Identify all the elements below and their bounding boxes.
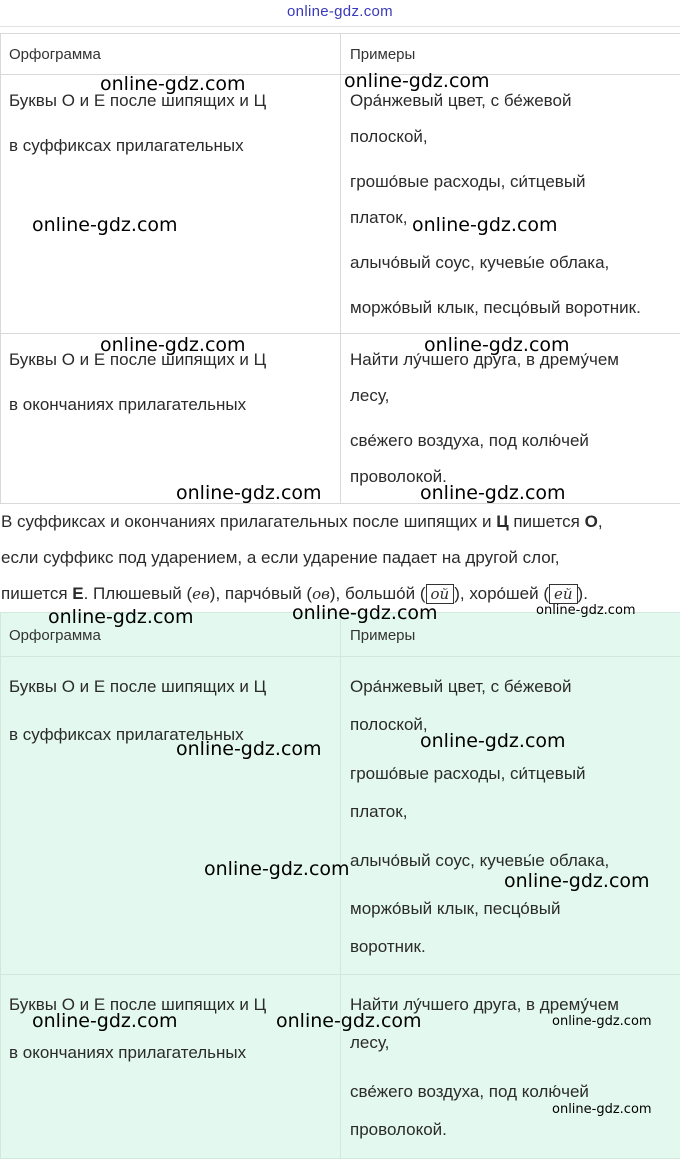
paragraph-text: ), большо́й ( bbox=[330, 584, 426, 603]
rule-line: Буквы О и Е после шипящих и Ц bbox=[9, 91, 266, 111]
paragraph-text: . Плюшевый ( bbox=[84, 584, 193, 603]
table-header-row bbox=[1, 34, 680, 75]
paragraph-text: В суффиксах и окончаниях прилагательных после шипящих и bbox=[1, 512, 496, 531]
watermark: online-gdz.com bbox=[504, 870, 650, 892]
watermark: online-gdz.com bbox=[536, 603, 636, 618]
example-line: све́жего воздуха, под колю́чей bbox=[350, 431, 589, 451]
header-cell-rule bbox=[1, 34, 341, 75]
example-line: полоской, bbox=[350, 715, 428, 735]
watermark: online-gdz.com bbox=[176, 482, 322, 504]
example-line: воротник. bbox=[350, 937, 426, 957]
watermark: online-gdz.com bbox=[552, 1014, 652, 1029]
paragraph-text: , bbox=[598, 512, 603, 531]
example-line: лесу, bbox=[350, 1033, 389, 1053]
header-divider bbox=[0, 26, 680, 27]
column-header-rule: Орфограмма bbox=[9, 627, 101, 644]
rule-cell bbox=[1, 657, 341, 975]
example-line: моржо́вый клык, песцо́вый воротник. bbox=[350, 298, 641, 318]
header-cell-examples bbox=[341, 34, 680, 75]
example-line: полоской, bbox=[350, 127, 428, 147]
ending-box-mark: ой bbox=[426, 584, 455, 604]
paragraph-text: ), парчо́вый ( bbox=[210, 584, 312, 603]
suffix-arc-mark: ев bbox=[192, 585, 210, 603]
paragraph-bold: Ц bbox=[496, 512, 508, 531]
rule-line: в суффиксах прилагательных bbox=[9, 725, 244, 745]
example-line: грошо́вые расходы, си́тцевый bbox=[350, 172, 586, 192]
watermark: online-gdz.com bbox=[420, 730, 566, 752]
watermark: online-gdz.com bbox=[412, 214, 558, 236]
paragraph-text: пишется bbox=[1, 584, 72, 603]
watermark: online-gdz.com bbox=[420, 482, 566, 504]
example-line: лесу, bbox=[350, 386, 389, 406]
rule-line: в окончаниях прилагательных bbox=[9, 1043, 246, 1063]
table-row bbox=[1, 975, 680, 1159]
rule-paragraph-line-1 bbox=[1, 512, 603, 532]
paragraph-bold: О bbox=[585, 512, 598, 531]
paragraph-text: пишется bbox=[509, 512, 585, 531]
rule-cell bbox=[1, 975, 341, 1159]
watermark: online-gdz.com bbox=[424, 334, 570, 356]
column-header-examples: Примеры bbox=[350, 46, 415, 63]
example-line: проволокой. bbox=[350, 1120, 447, 1140]
watermark: online-gdz.com bbox=[292, 602, 438, 624]
example-line: Найти лу́чшего друга, в дрему́чем bbox=[350, 350, 619, 370]
rule-line: Буквы О и Е после шипящих и Ц bbox=[9, 350, 266, 370]
watermark: online-gdz.com bbox=[32, 1010, 178, 1032]
examples-cell bbox=[341, 334, 680, 504]
rule-line: Буквы О и Е после шипящих и Ц bbox=[9, 995, 266, 1015]
table-row bbox=[1, 75, 680, 334]
ending-box-mark: ей bbox=[549, 584, 578, 604]
example-line: грошо́вые расходы, си́тцевый bbox=[350, 764, 586, 784]
column-header-rule: Орфограмма bbox=[9, 46, 101, 63]
paragraph-text: ), хоро́шей ( bbox=[454, 584, 549, 603]
site-header-link[interactable]: online-gdz.com bbox=[0, 0, 680, 26]
paragraph-text: ). bbox=[578, 584, 588, 603]
spelling-table-1 bbox=[0, 33, 680, 504]
example-line: све́жего воздуха, под колю́чей bbox=[350, 1082, 589, 1102]
example-line: платок, bbox=[350, 802, 407, 822]
paragraph-bold: Е bbox=[72, 584, 83, 603]
rule-cell bbox=[1, 334, 341, 504]
watermark: online-gdz.com bbox=[32, 214, 178, 236]
suffix-arc-mark: ов bbox=[312, 585, 330, 603]
watermark: online-gdz.com bbox=[344, 70, 490, 92]
watermark: online-gdz.com bbox=[552, 1102, 652, 1117]
watermark: online-gdz.com bbox=[176, 738, 322, 760]
example-line: проволокой. bbox=[350, 467, 447, 487]
table-row bbox=[1, 334, 680, 504]
rule-cell bbox=[1, 75, 341, 334]
examples-cell bbox=[341, 657, 680, 975]
example-line: платок, bbox=[350, 208, 407, 228]
watermark: online-gdz.com bbox=[48, 606, 194, 628]
rule-paragraph-line-3 bbox=[1, 584, 588, 604]
example-line: Ора́нжевый цвет, с бе́жевой bbox=[350, 91, 571, 111]
column-header-examples: Примеры bbox=[350, 627, 415, 644]
example-line: Найти лу́чшего друга, в дрему́чем bbox=[350, 995, 619, 1015]
rule-paragraph-line-2: если суффикс под ударением, а если ударение падает на другой слог, bbox=[1, 548, 560, 568]
examples-cell bbox=[341, 75, 680, 334]
watermark: online-gdz.com bbox=[100, 334, 246, 356]
example-line: моржо́вый клык, песцо́вый bbox=[350, 899, 560, 919]
watermark: online-gdz.com bbox=[204, 858, 350, 880]
example-line: алычо́вый соус, кучевы́е облака, bbox=[350, 253, 609, 273]
rule-line: в суффиксах прилагательных bbox=[9, 136, 244, 156]
rule-line: Буквы О и Е после шипящих и Ц bbox=[9, 677, 266, 697]
example-line: алычо́вый соус, кучевы́е облака, bbox=[350, 851, 609, 871]
examples-cell bbox=[341, 975, 680, 1159]
table-row bbox=[1, 657, 680, 975]
example-line: Ора́нжевый цвет, с бе́жевой bbox=[350, 677, 571, 697]
rule-line: в окончаниях прилагательных bbox=[9, 395, 246, 415]
watermark: online-gdz.com bbox=[276, 1010, 422, 1032]
watermark: online-gdz.com bbox=[100, 73, 246, 95]
